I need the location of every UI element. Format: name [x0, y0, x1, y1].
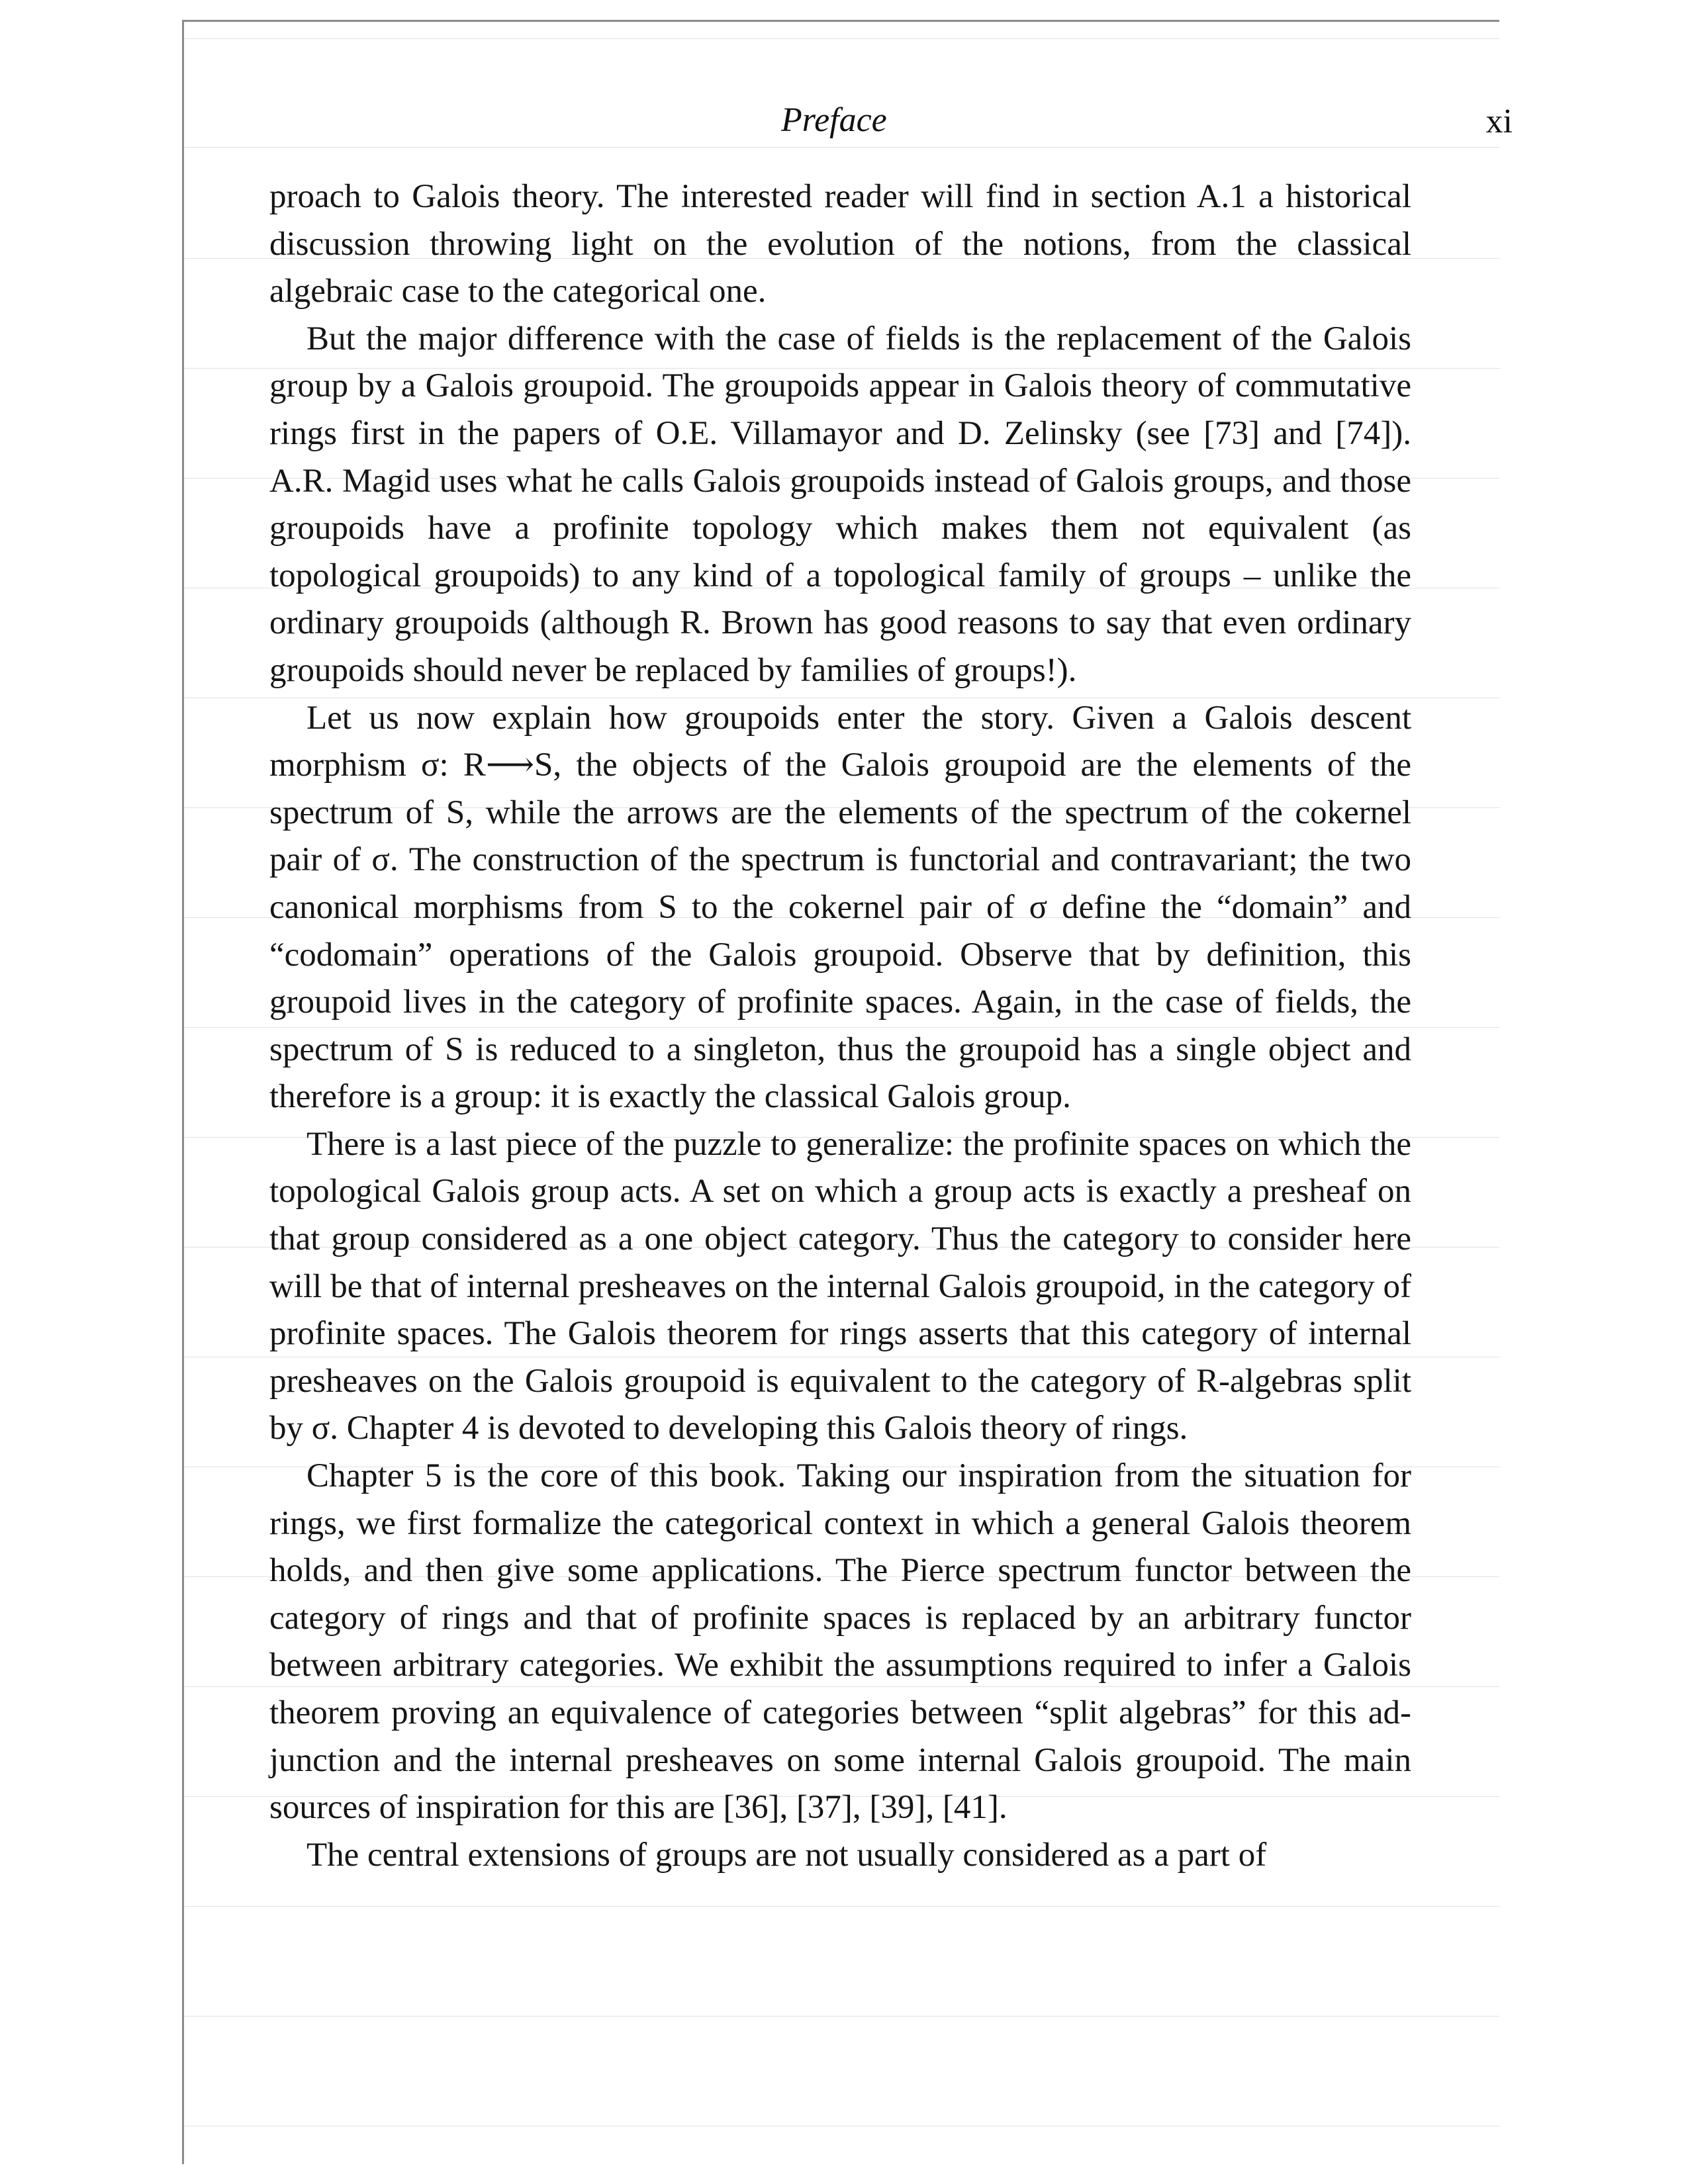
- ruled-line: [184, 2016, 1499, 2017]
- paragraph-3: Let us now explain how groupoids enter the story. Given a Galois descent morphism σ: R⟶S, the objects of the Galois groupoid are the elements of the spectrum of S, while the arrows are the elements of the spectrum of the cokernel pair of σ. The construction of the spectrum is functorial and contravariant; the two canonical morphisms from S to the cokernel pair of σ define the “domain” and “codomain” operations of the Galois groupoid. Observe that by definition, this groupoid lives in the category of profinite spaces. Again, in the case of fields, the spectrum of S is reduced to a singleton, thus the groupoid has a single object and therefore is a group: it is exactly the classical Galois group.: [269, 699, 1411, 1116]
- paragraph-5: Chapter 5 is the core of this book. Taking our inspiration from the situation for rings, we first formalize the categorical context in which a general Galois theorem holds, and then give some applications. The Pierce spectrum functor between the category of rings and that of profinite spaces is replaced by an arbitrary functor between arbitrary categories. We exhibit the assumptions required to infer a Galois theorem proving an equivalence of categories between “split algebras” for this adjunction and the internal presheaves on some internal Galois groupoid. The main sources of inspiration for this are [36], [37], [39], [41].: [269, 1457, 1411, 1827]
- paragraph-2: But the major difference with the case of fields is the replacement of the Galois group by a Galois groupoid. The groupoids appear in Galois theory of commutative rings first in the papers of O.E. Villamayor and D. Zelinsky (see [73] and [74]). A.R. Magid uses what he calls Galois groupoids instead of Galois groups, and those groupoids have a profinite topology which makes them not equivalent (as topological groupoids) to any kind of a topological family of groups – unlike the ordinary groupoids (although R. Brown has good reasons to say that even ordinary groupoids should never be replaced by families of groups!).: [269, 320, 1411, 689]
- page-number: xi: [1485, 103, 1513, 140]
- paragraph-1: proach to Galois theory. The interested reader will find in section A.1 a historical discussion throwing light on the evolution of the notions, from the classical algebraic case to the categorical one.: [269, 178, 1411, 310]
- ruled-line: [184, 147, 1499, 148]
- running-head-title: Preface: [781, 101, 887, 139]
- body-text: [269, 173, 1411, 1879]
- paragraph-6: The central extensions of groups are not usually considered as a part of: [306, 1836, 1267, 1874]
- ruled-line: [184, 38, 1499, 39]
- paragraph-4: There is a last piece of the puzzle to generalize: the profinite spaces on which the topological Galois group acts. A set on which a group acts is exactly a presheaf on that group considered as a one object category. Thus the category to consider here will be that of internal presheaves on the internal Galois groupoid, in the category of profinite spaces. The Galois theorem for rings asserts that this category of internal presheaves on the Galois groupoid is equivalent to the category of R-algebras split by σ. Chapter 4 is devoted to developing this Galois theory of rings.: [269, 1125, 1411, 1447]
- page-frame-top-border: [182, 20, 1499, 22]
- page-frame-left-border: [182, 20, 184, 2164]
- ruled-line: [184, 1906, 1499, 1907]
